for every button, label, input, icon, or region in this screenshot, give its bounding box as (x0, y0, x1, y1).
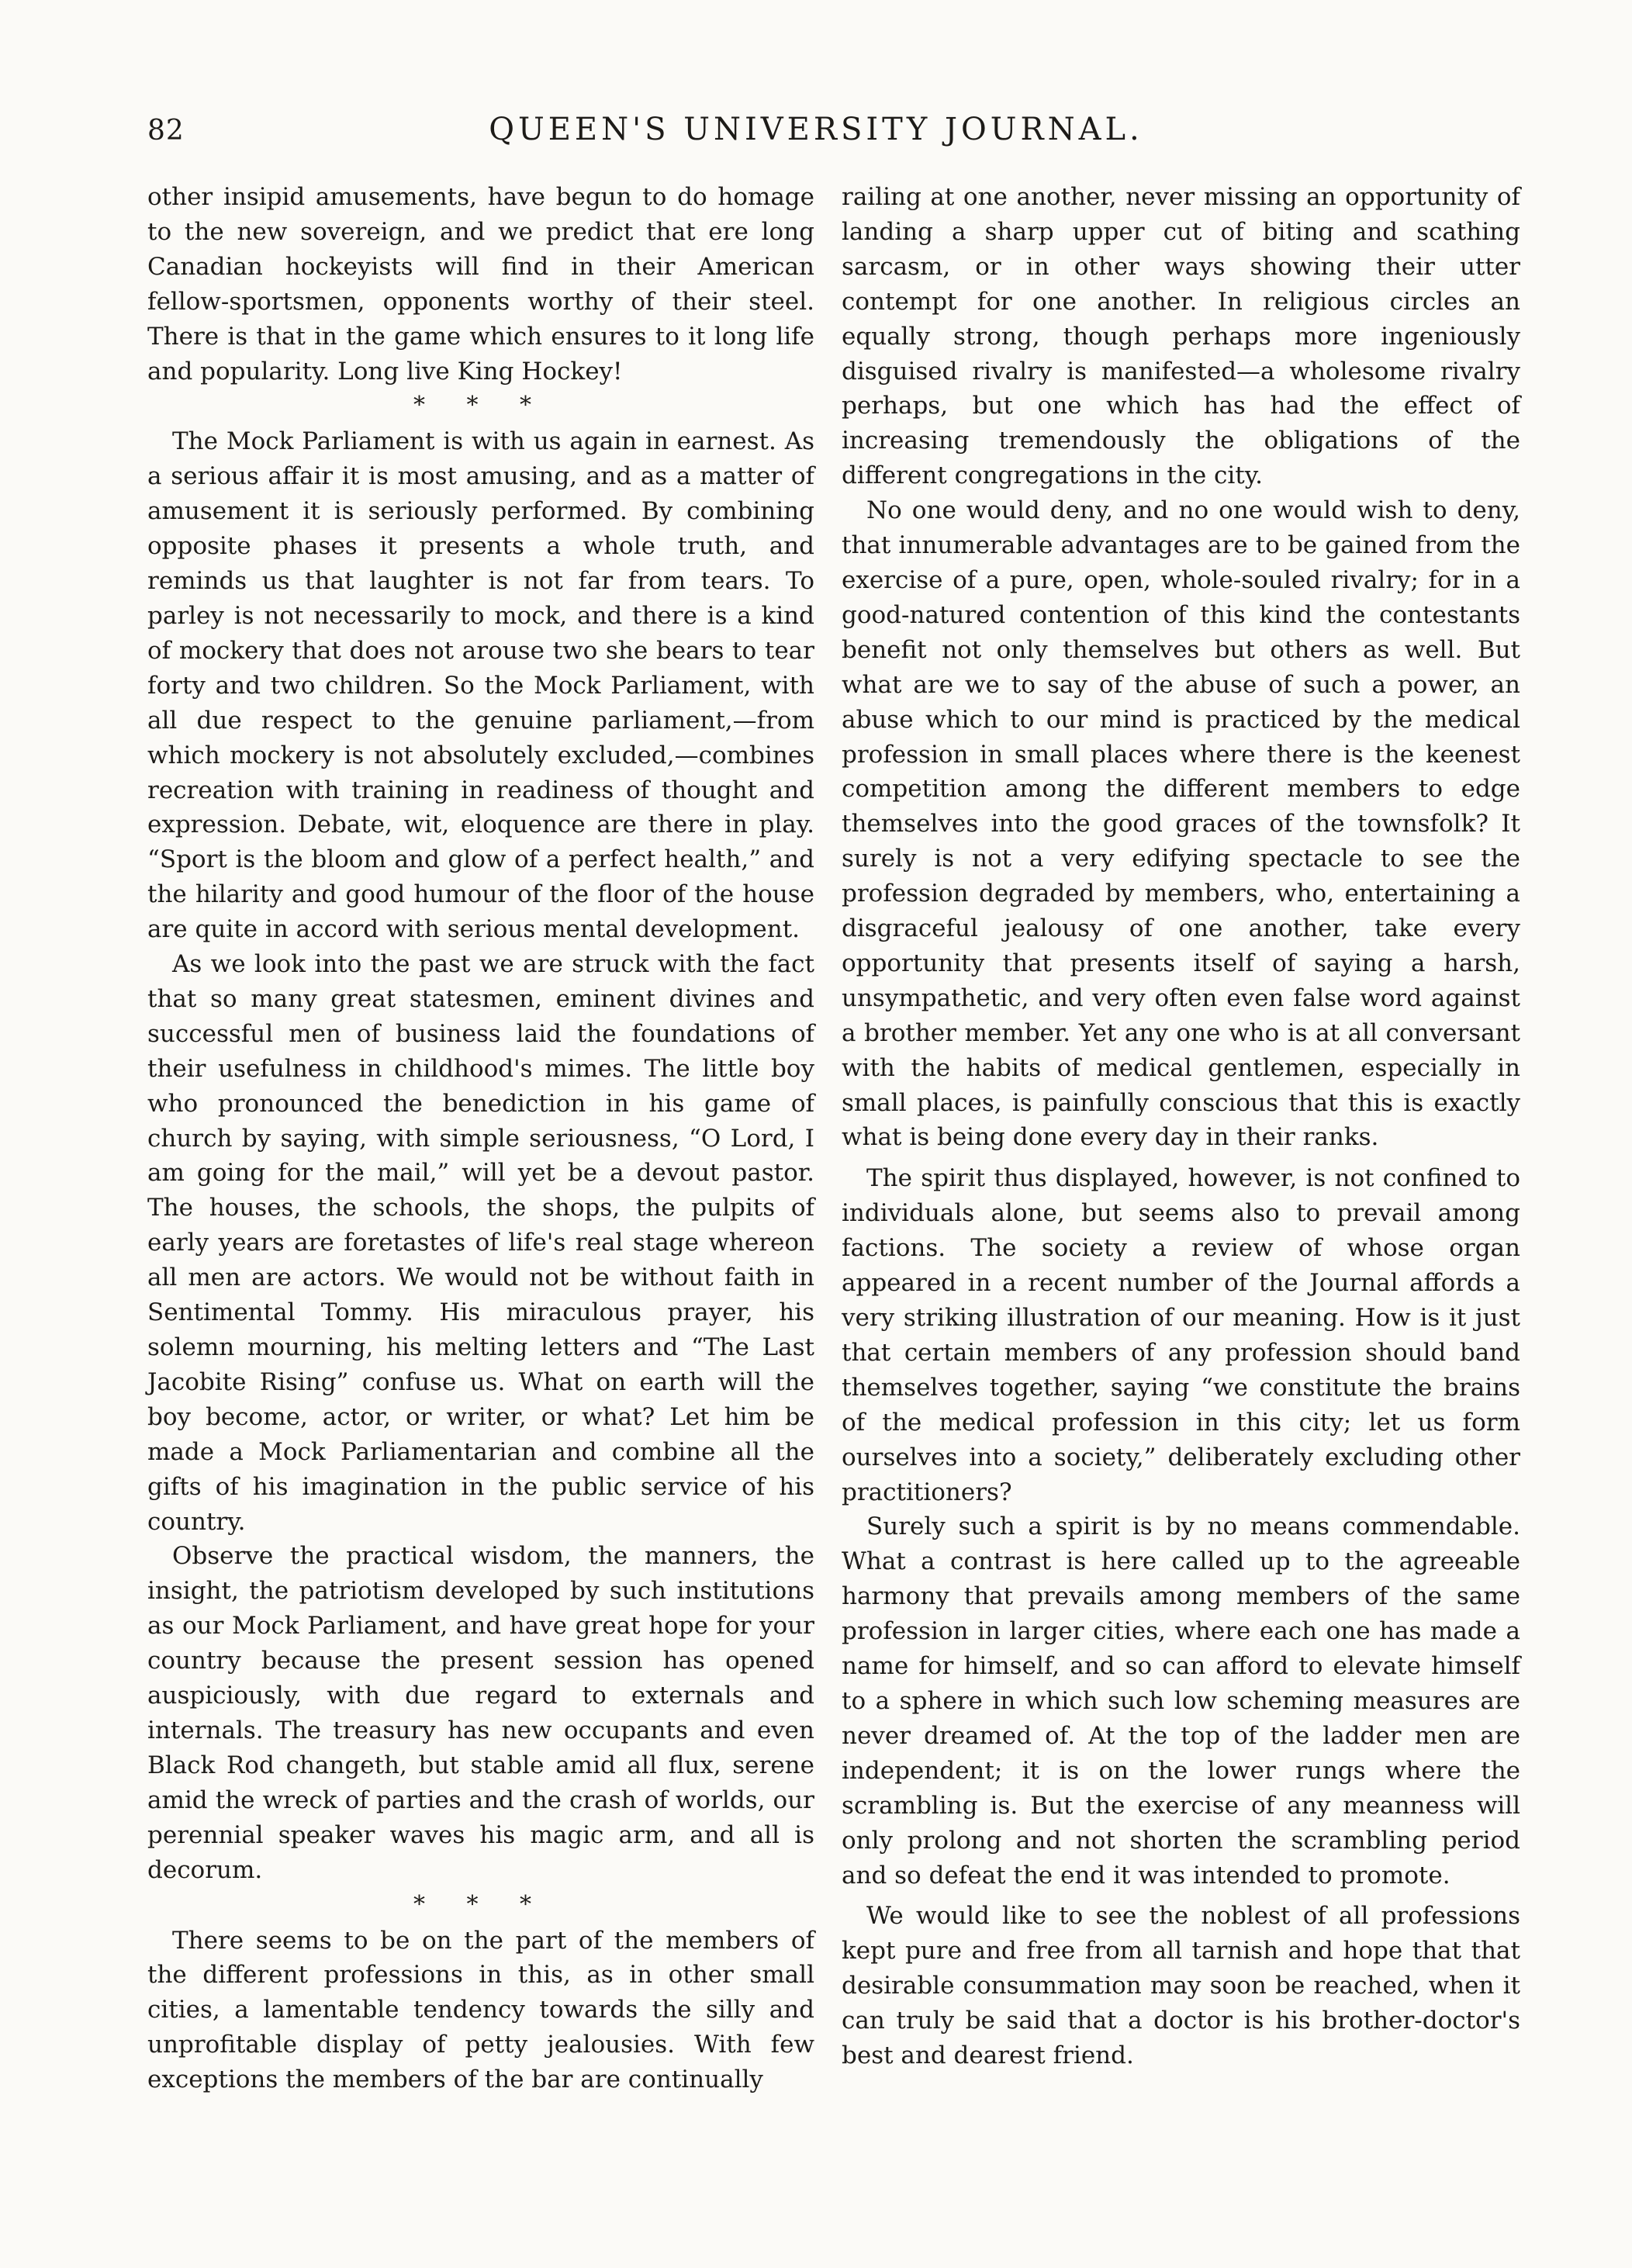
paragraph-practical-wisdom: Observe the practical wisdom, the manners, the insight, the patriotism developed by such institutions as our Mock Parliament, and have great hope for your country because the present session has opened auspiciously, with due regard to externals and internals. The treasury has new occupants and even Black Rod changeth, but stable amid all flux, serene amid the wreck of parties and the crash of worlds, our perennial speaker waves his magic arm, and all is decorum. (147, 1542, 814, 1884)
left-column (147, 180, 814, 2097)
section-separator: * * * (413, 392, 549, 420)
paragraph-factions: The spirit thus displayed, however, is not confined to individuals alone, but seems also to prevail among factions. The society a review of whose organ appeared in a recent number of the Journal affords a very striking illustration of our meaning. How is it just that certain members of any profession should band themselves together, saying “we constitute the brains of the medical profession in this city; let us form ourselves into a society,” deliberately excluding other practitioners? (842, 1164, 1520, 1506)
paragraph-railing: railing at one another, never missing an opportunity of landing a sharp upper cut of biting and scathing sarcasm, or in other ways showing their utter contempt for one another. In religious circles an equally strong, though perhaps more ingeniously disguised rivalry is manifested—a wholesome rivalry perhaps, but one which has had the effect of increasing tremendously the obligations of the different congregations in the city. (842, 183, 1520, 490)
right-column (842, 180, 1520, 2073)
page-number: 82 (147, 115, 185, 147)
page-header (0, 109, 1632, 163)
paragraph-mock-parliament: The Mock Parliament is with us again in earnest. As a serious affair it is most amusing, and as a matter of amusement it is seriously performed. By combining opposite phases it presents a whole truth, and reminds us that laughter is not far from tears. To parley is not necessarily to mock, and there is a kind of mockery that does not arouse two she bears to tear forty and two children. So the Mock Parliament, with all due respect to the genuine parliament,—from which mockery is not absolutely excluded,—combines recreation with training in readiness of thought and expression. Debate, wit, eloquence are there in play. “Sport is the bloom and glow of a perfect health,” and the hilarity and good humour of the floor of the house are quite in accord with serious mental development. (147, 427, 814, 944)
journal-title: QUEEN'S UNIVERSITY JOURNAL. (489, 112, 1143, 147)
paragraph-noblest-profession: We would like to see the noblest of all professions kept pure and free from all tarnish and hope that that desirable consummation may soon be reached, when it can truly be said that a doctor is his brother-doctor's best and dearest friend. (842, 1902, 1520, 2070)
paragraph-hockey-end: other insipid amusements, have begun to do homage to the new sovereign, and we predict that ere long Canadian hockeyists will find in their American fellow-sportsmen, opponents worthy of their steel. There is that in the game which ensures to it long life and popularity. Long live King Hockey! (147, 183, 814, 385)
paragraph-childhood-mimes: As we look into the past we are struck with the fact that so many great statesmen, eminent divines and successful men of business laid the foundations of their usefulness in childhood's mimes. The little boy who pronounced the benediction in his game of church by saying, with simple seriousness, “O Lord, I am going for the mail,” will yet be a devout pastor. The houses, the schools, the shops, the pulpits of early years are foretastes of life's real stage whereon all men are actors. We would not be without faith in Sentimental Tommy. His miraculous prayer, his solemn mourning, his melting letters and “The Last Jacobite Rising” confuse us. What on earth will the boy become, actor, or writer, or what? Let him be made a Mock Parliamentarian and combine all the gifts of his imagination in the public service of his country. (147, 950, 814, 1536)
paragraph-rivalry: No one would deny, and no one would wish to deny, that innumerable advantages are to be gained from the exercise of a pure, open, whole-souled rivalry; for in a good-natured contention of this kind the contestants benefit not only themselves but others as well. But what are we to say of the abuse of such a power, an abuse which to our mind is practiced by the medical profession in small places where there is the keenest competition among the different members to edge themselves into the good graces of the townsfolk? It surely is not a very edifying spectacle to see the profession degraded by members, who, entertaining a disgraceful jealousy of one another, take every opportunity that presents itself of saying a harsh, unsympathetic, and very often even false word against a brother member. Yet any one who is at all conversant with the habits of medical gentlemen, especially in small places, is painfully conscious that this is exactly what is being done every day in their ranks. (842, 496, 1520, 1152)
paragraph-commendable: Surely such a spirit is by no means commendable. What a contrast is here called up to the agreeable harmony that prevails among members of the same profession in larger cities, where each one has made a name for himself, and so can afford to elevate himself to a sphere in which such low scheming measures are never dreamed of. At the top of the ladder men are independent; it is on the lower rungs where the scrambling is. But the exercise of any meanness will only prolong and not shorten the scrambling period and so defeat the end it was intended to promote. (842, 1513, 1520, 1889)
paragraph-professions: There seems to be on the part of the members of the different professions in this, as in other small cities, a lamentable tendency towards the silly and unprofitable display of petty jealousies. With few exceptions the members of the bar are continually (147, 1926, 814, 2094)
section-separator: * * * (413, 1890, 549, 1918)
